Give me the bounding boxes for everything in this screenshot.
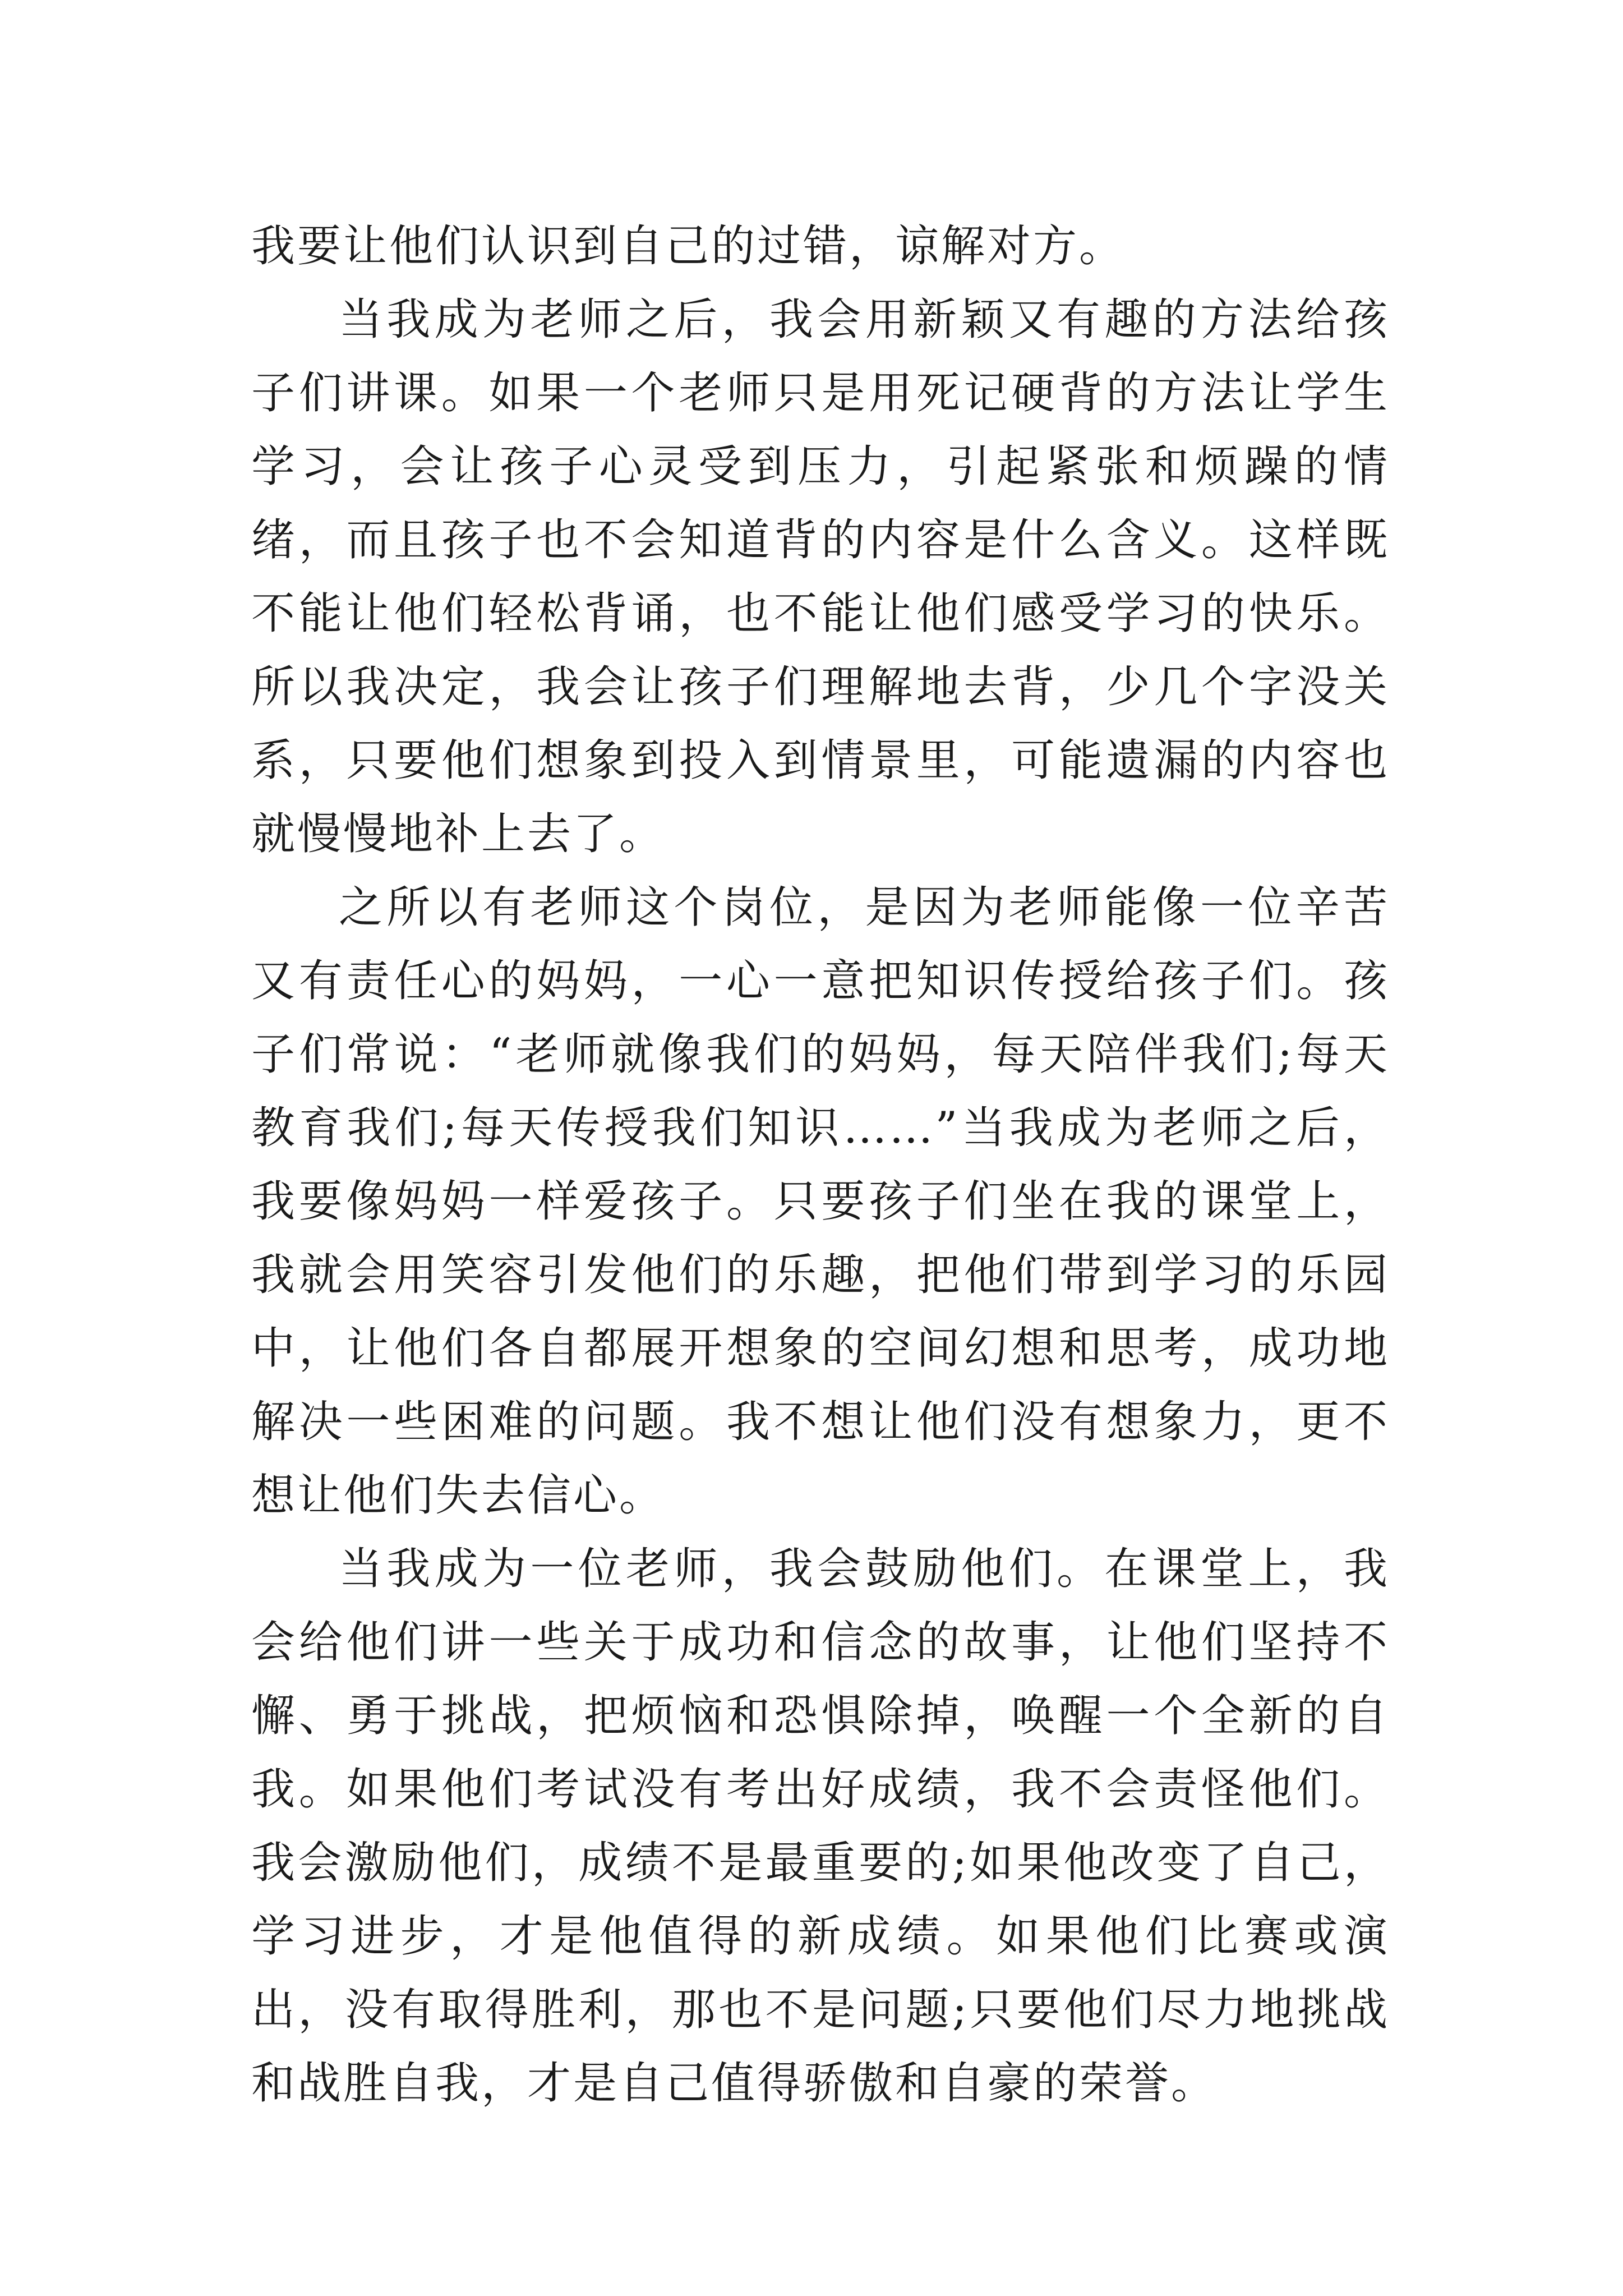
paragraph-teaching-method: 当我成为老师之后，我会用新颖又有趣的方法给孩子们讲课。如果一个老师只是用死记硬背的方法让学生学习，会让孩子心灵受到压力，引起紧张和烦躁的情绪，而且孩子也不会知道背的内容是什么含义。这样既不能让他们轻松背诵，也不能让他们感受学习的快乐。所以我决定，我会让孩子们理解地去背，少几个字没关系，只要他们想象到投入到情景里，可能遗漏的内容也就慢慢地补上去了。 [251, 295, 1390, 859]
paragraph-encouragement: 当我成为一位老师，我会鼓励他们。在课堂上，我会给他们讲一些关于成功和信念的故事，让他们坚持不懈、勇于挑战，把烦恼和恐惧除掉，唤醒一个全新的自我。如果他们考试没有考出好成绩，我不会责怪他们。我会激励他们，成绩不是最重要的;如果他改变了自己，学习进步，才是他值得的新成绩。如果他们比赛或演出，没有取得胜利，那也不是问题;只要他们尽力地挑战和战胜自我，才是自己值得骄傲和自豪的荣誉。 [251, 1544, 1390, 2109]
document-body [251, 210, 1390, 2120]
paragraph-continued: 我要让他们认识到自己的过错，谅解对方。 [251, 221, 1126, 272]
paragraph-teacher-as-mother: 之所以有老师这个岗位，是因为老师能像一位辛苦又有责任心的妈妈，一心一意把知识传授给孩子们。孩子们常说：“老师就像我们的妈妈，每天陪伴我们;每天教育我们;每天传授我们知识……”当我成为老师之后，我要像妈妈一样爱孩子。只要孩子们坐在我的课堂上，我就会用笑容引发他们的乐趣，把他们带到学习的乐园中，让他们各自都展开想象的空间幻想和思考，成功地解决一些困难的问题。我不想让他们没有想象力，更不想让他们失去信心。 [251, 882, 1390, 1521]
